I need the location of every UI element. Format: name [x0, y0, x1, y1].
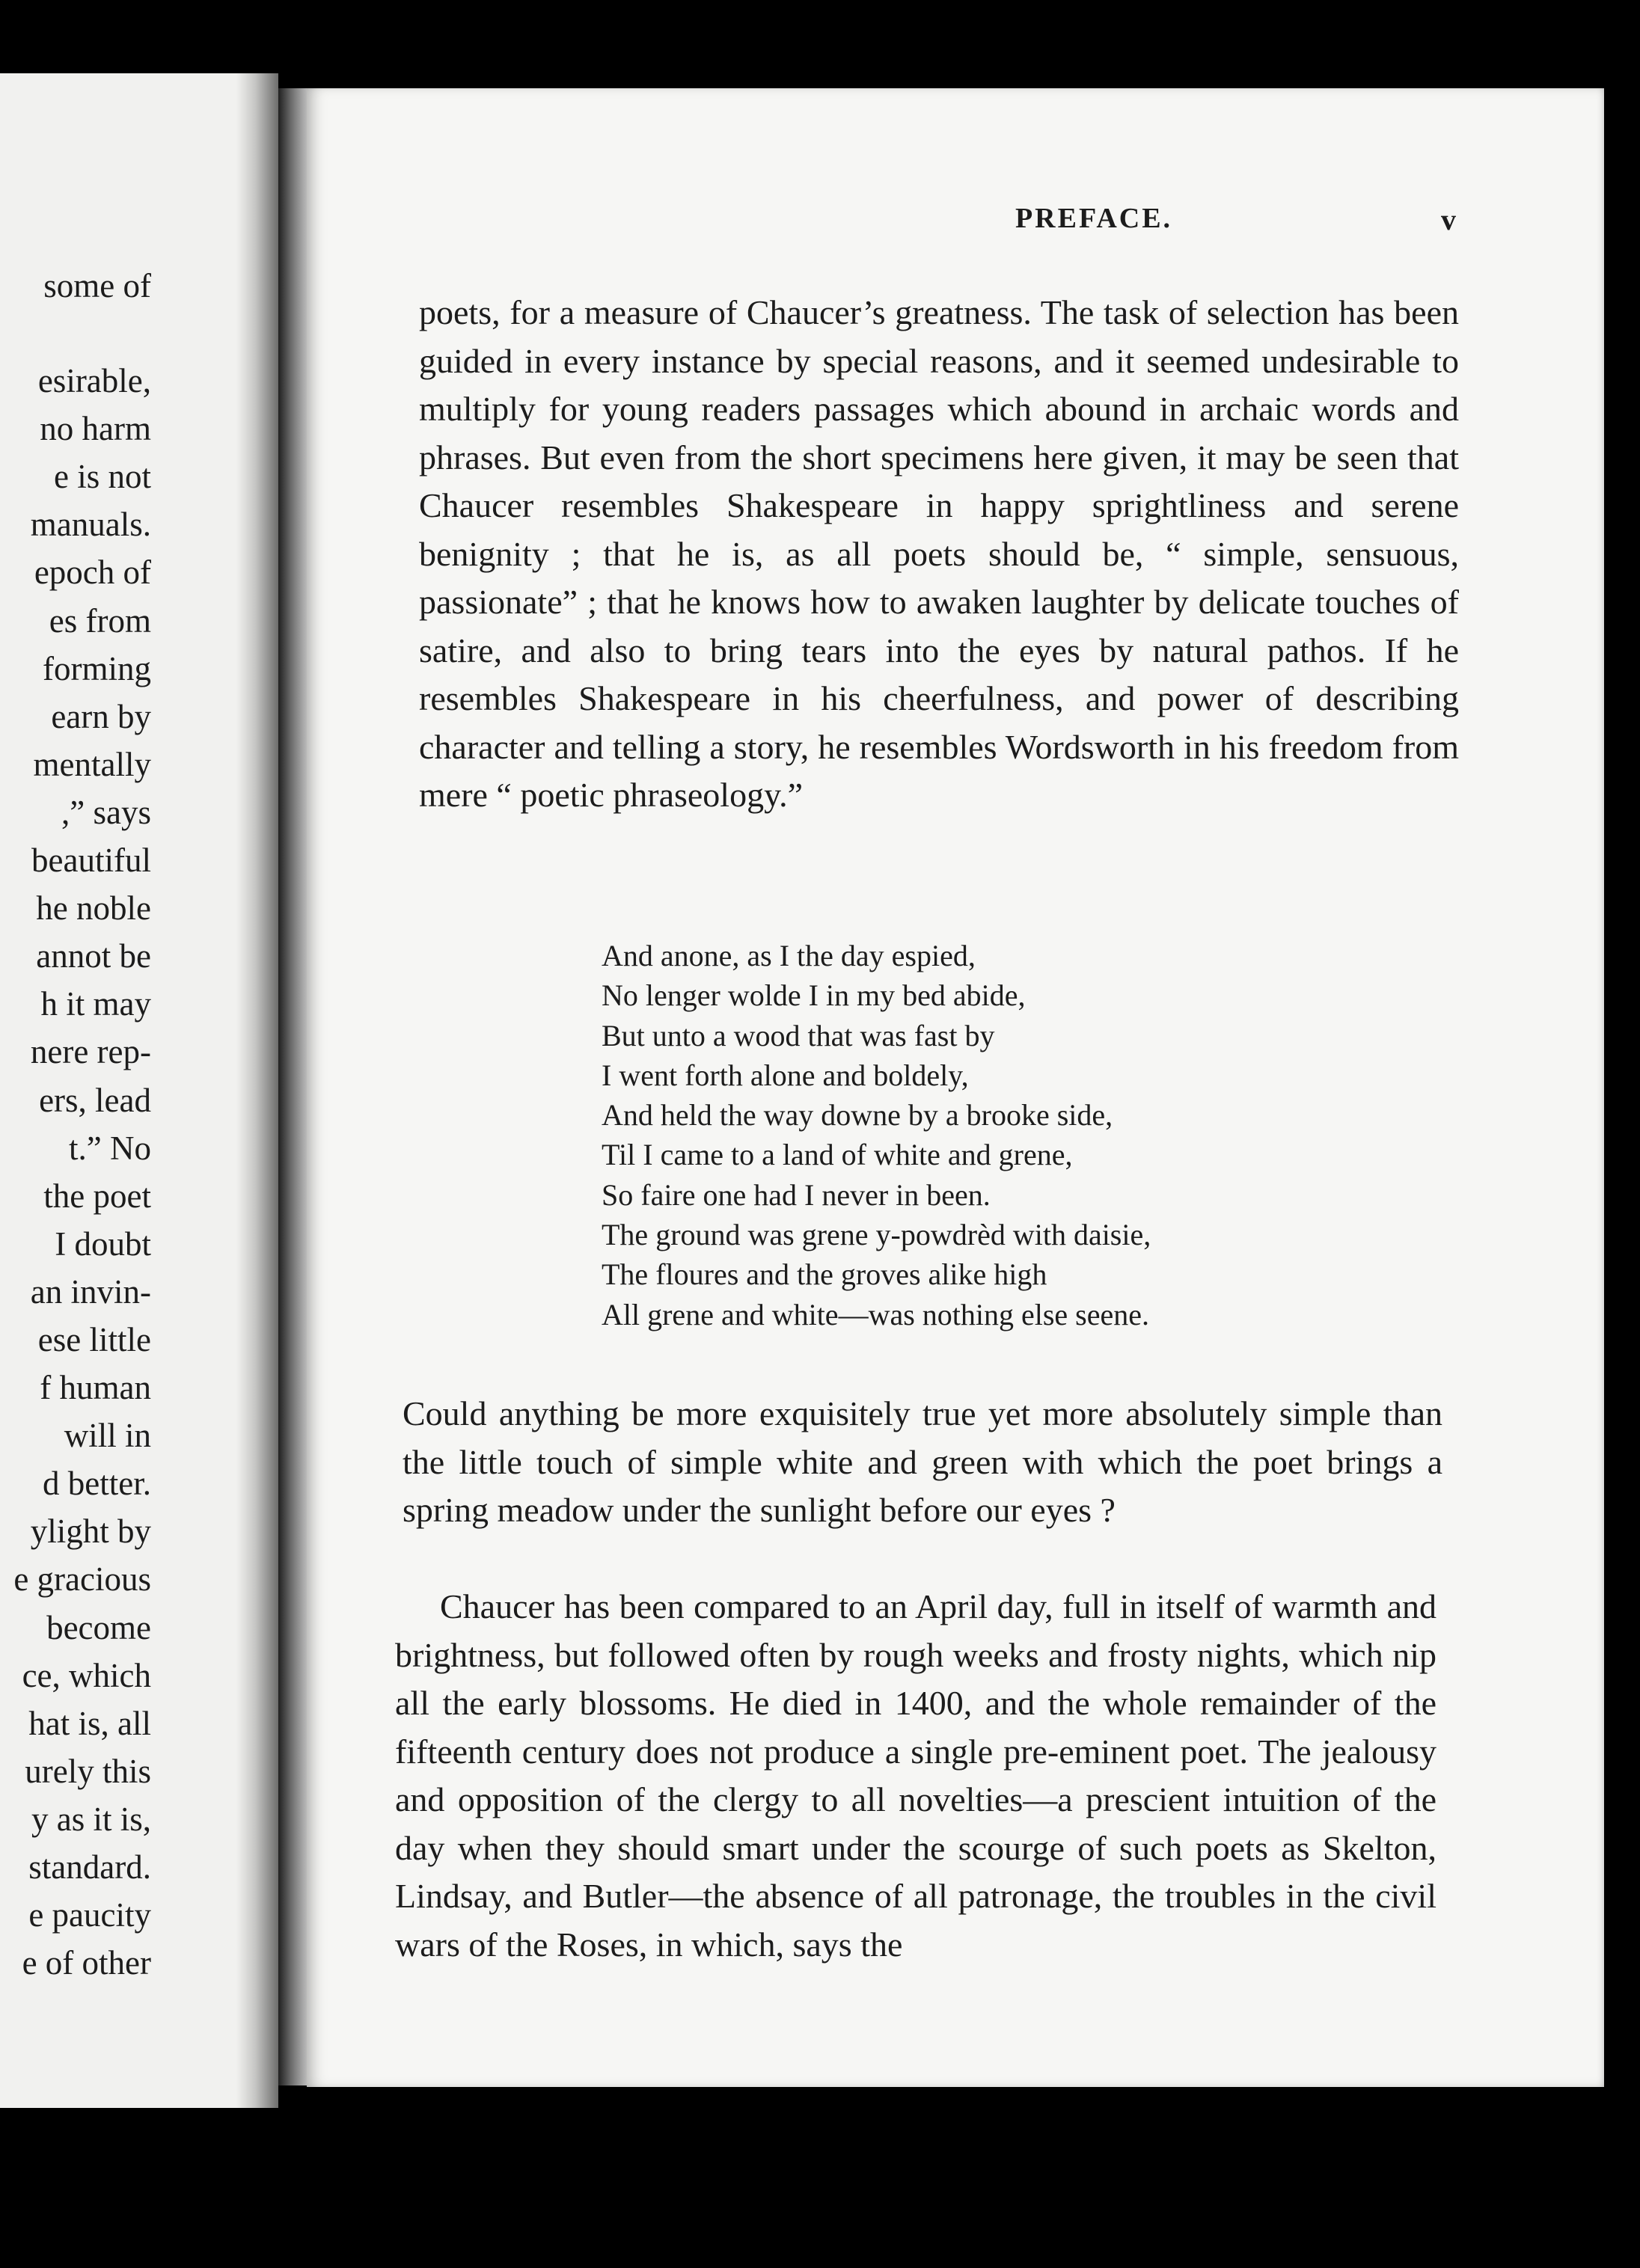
text-line: beautiful: [31, 842, 151, 880]
verse-line: So faire one had I never in been.: [602, 1177, 991, 1212]
text-line: ese little: [37, 1320, 151, 1358]
running-title: PREFACE.: [1015, 203, 1173, 234]
paragraph-two: Could anything be more exquisitely true yet more absolutely simple than the little touch of simple white and green with which the poet brings a spring meadow under the sunlight before our eyes ?: [403, 1394, 1442, 1529]
paragraph-three: Chaucer has been compared to an April day, full in itself of warmth and brightness, but followed often by rough weeks and frosty nights, which nip all the early blossoms. He died in 1400, and the whole remainder of the fifteenth century does not produce a single pre-eminent poet. The jealousy and opposition of the clergy to all novelties—a prescient intuition of the day when they should smart under the scourge of such poets as Skelton, Lindsay, and Butler—the absence of all patronage, the troubles in the civil wars of the Roses, in which, says the: [395, 1587, 1436, 1964]
text-line: e is not: [54, 458, 151, 496]
text-line: h it may: [40, 985, 151, 1023]
verse-line: And anone, as I the day espied,: [602, 939, 976, 972]
text-line: earn by: [51, 697, 151, 735]
text-line: e paucity: [28, 1896, 151, 1934]
text-line: hat is, all: [28, 1704, 151, 1742]
text-line: become: [46, 1608, 151, 1646]
verse-line: Til I came to a land of white and grene,: [602, 1138, 1073, 1172]
current-page: [307, 88, 1604, 2087]
previous-page-text: [13, 262, 151, 1987]
text-line: es from: [49, 601, 151, 640]
book-gutter: [278, 88, 310, 2085]
previous-page: [0, 73, 278, 2108]
text-line: y as it is,: [31, 1800, 151, 1838]
verse-line: But unto a wood that was fast by: [602, 1018, 995, 1052]
text-line: will in: [64, 1417, 151, 1455]
text-line: the poet: [43, 1177, 151, 1215]
verse-line: No lenger wolde I in my bed abide,: [602, 978, 1026, 1013]
text-line: he noble: [36, 889, 151, 928]
text-line: t.” No: [69, 1129, 151, 1167]
text-line: ,” says: [61, 793, 151, 831]
page-fold-shadow: [236, 73, 278, 2108]
text-line: mentally: [33, 745, 151, 783]
verse-line: The floures and the groves alike high: [602, 1257, 1047, 1292]
text-line: forming: [43, 649, 151, 687]
text-line: e gracious: [13, 1560, 151, 1599]
text-line: epoch of: [34, 554, 151, 592]
text-line: an invin-: [30, 1272, 151, 1311]
verse-line: All grene and white—was nothing else seene.: [602, 1297, 1150, 1331]
verse-line: The ground was grene y-powdrèd with daisie,: [602, 1218, 1151, 1252]
text-line: ylight by: [30, 1512, 151, 1551]
text-line: urely this: [25, 1752, 151, 1790]
text-line: manuals.: [30, 506, 151, 544]
text-line: nere rep-: [30, 1033, 151, 1071]
text-line: e of other: [22, 1944, 151, 1982]
paragraph-one: [419, 289, 1459, 820]
text-line: annot be: [36, 937, 151, 975]
text-line: standard.: [28, 1848, 151, 1886]
text-line: some of: [43, 267, 151, 304]
verse-quotation: [602, 936, 1151, 1334]
text-line: I doubt: [55, 1225, 151, 1263]
text-line: ce, which: [22, 1656, 151, 1694]
verse-line: I went forth alone and boldely,: [602, 1058, 969, 1092]
page-number: v: [1441, 203, 1456, 236]
text-line: d better.: [43, 1465, 151, 1503]
text-line: f human: [40, 1369, 151, 1407]
text-line: ers, lead: [39, 1081, 151, 1119]
verse-line: And held the way downe by a brooke side,: [602, 1098, 1113, 1133]
text-line: no harm: [40, 410, 151, 448]
text-line: esirable,: [37, 362, 151, 400]
paragraph-one-text: poets, for a measure of Chaucer’s greatness. The task of selection has been guided in every instance by special reasons, and it seemed undesirable to multiply for young readers passages which abound in archaic words and phrases. But even from the short specimens here given, it may be seen that Chaucer resembles Shakespeare in happy sprightliness and serene benignity ; that he is, as all poets should be, “ simple, sensuous, passionate” ; that he knows how to awaken laughter by delicate touches of satire, and also to bring tears into the eyes by natural pathos. If he resembles Shakespeare in his cheerfulness, and power of describing character and telling a story, he resembles Wordsworth in his freedom from mere “ poetic phraseology.”: [419, 293, 1459, 814]
